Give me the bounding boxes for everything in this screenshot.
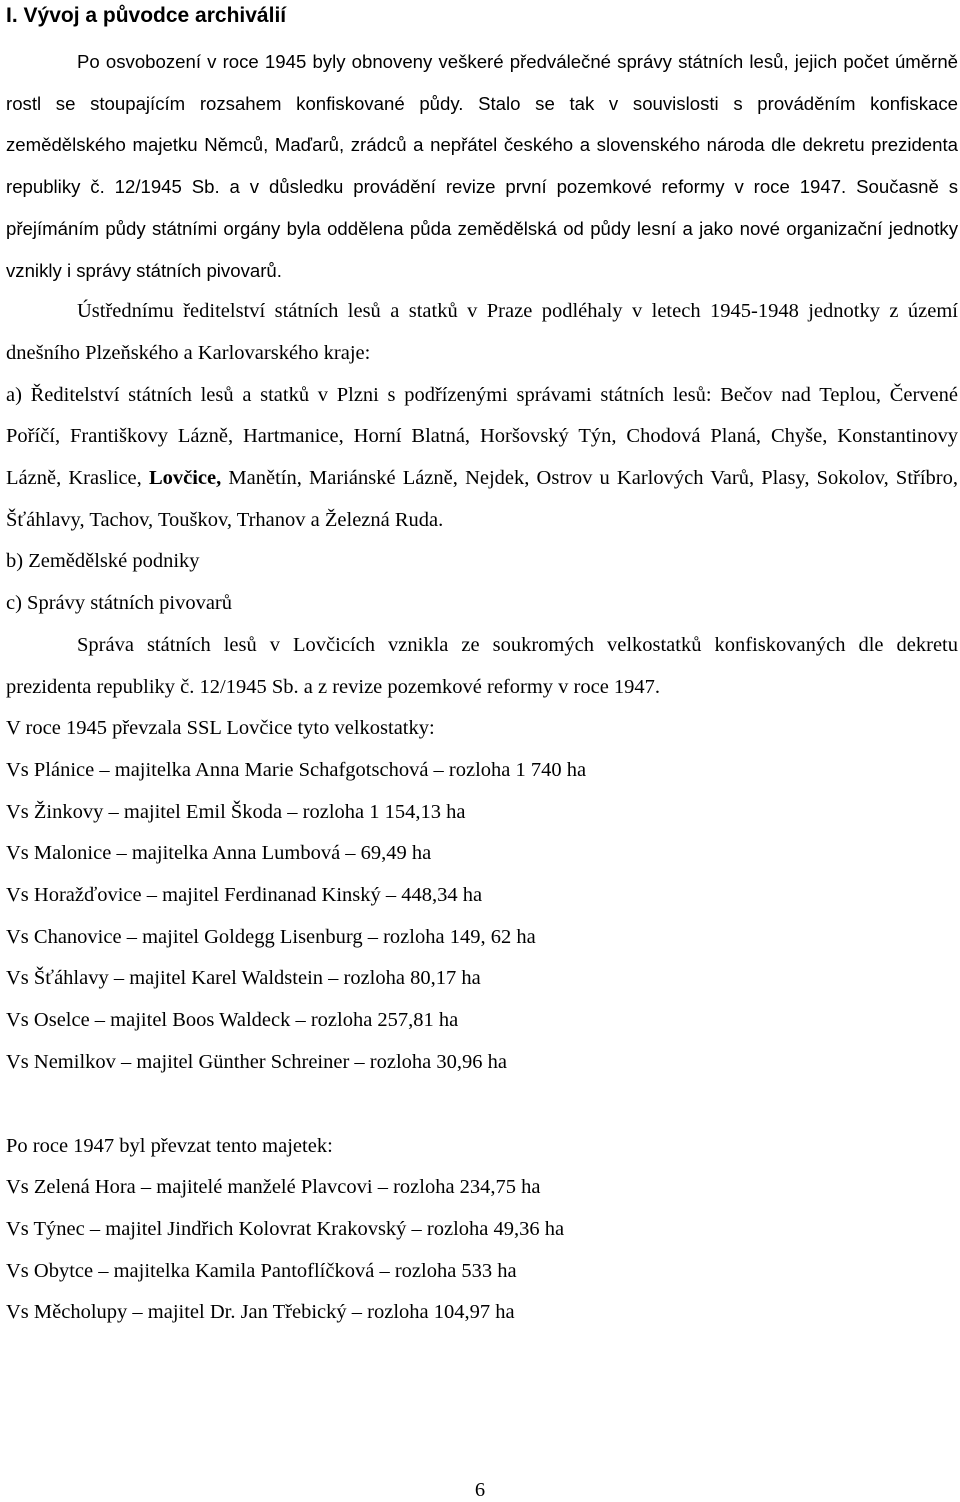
list-item: Vs Oselce – majitel Boos Waldeck – rozloha 257,81 ha — [6, 1009, 459, 1032]
list-item: Vs Měcholupy – majitel Dr. Jan Třebický – rozloha 104,97 ha — [6, 1301, 515, 1324]
list-item: Vs Žinkovy – majitel Emil Škoda – rozloha 1 154,13 ha — [6, 800, 466, 823]
list-item: Vs Chanovice – majitel Goldegg Lisenburg – rozloha 149, 62 ha — [6, 925, 536, 948]
paragraph-directorate: Ústřednímu ředitelství státních lesů a statků v Praze podléhaly v letech 1945-1948 jednotky z území dnešního Plzeňského a Karlovarského kraje: — [6, 300, 958, 364]
item-b: b) Zemědělské podniky — [6, 550, 200, 573]
list-item: Vs Malonice – majitelka Anna Lumbová – 69,49 ha — [6, 842, 432, 865]
list1-intro: V roce 1945 převzala SSL Lovčice tyto velkostatky: — [6, 717, 435, 740]
list-item: Vs Obytce – majitelka Kamila Pantoflíčková – rozloha 533 ha — [6, 1259, 517, 1282]
estates-list-1945 — [6, 750, 958, 1084]
page-number: 6 — [474, 1479, 486, 1501]
list-item: Vs Nemilkov – majitel Günther Schreiner – rozloha 30,96 ha — [6, 1050, 507, 1073]
list2-intro: Po roce 1947 byl převzat tento majetek: — [6, 1134, 333, 1157]
document-page — [6, 0, 958, 1334]
item-a-text-after: Manětín, Mariánské Lázně, Nejdek, Ostrov u Karlových Varů, Plasy, Sokolov, Stříbro, Šťáhlavy, Tachov, Touškov, Trhanov a Železná Ruda. — [6, 467, 958, 531]
item-c: c) Správy státních pivovarů — [6, 592, 233, 615]
item-a-text-before: a) Ředitelství státních lesů a statků v Plzni s podřízenými správami státních lesů: Bečov nad Teplou, Červené Poříčí, Františkovy Lázně, Hartmanice, Horní Blatná, Horšovský Týn, Chodová Planá, Chyše, Konstantinovy Lázně, Kraslice, — [6, 383, 958, 490]
list-item: Vs Zelená Hora – majitelé manželé Plavcovi – rozloha 234,75 ha — [6, 1176, 541, 1199]
item-a-bold-lovcice: Lovčice, — [148, 467, 222, 490]
list-item: Vs Týnec – majitel Jindřich Kolovrat Krakovský – rozloha 49,36 ha — [6, 1217, 565, 1240]
section-heading: I. Vývoj a původce archiválií — [6, 4, 287, 27]
spacer — [6, 1084, 958, 1126]
list-item: Vs Horažďovice – majitel Ferdinanad Kinský – 448,34 ha — [6, 884, 483, 907]
list-item: Vs Plánice – majitelka Anna Marie Schafgotschová – rozloha 1 740 ha — [6, 758, 587, 781]
paragraph-lovcice: Správa státních lesů v Lovčicích vznikla ze soukromých velkostatků konfiskovaných dle dekretu prezidenta republiky č. 12/1945 Sb. a z revize pozemkové reformy v roce 1947. — [6, 633, 958, 698]
list-item: Vs Šťáhlavy – majitel Karel Waldstein – rozloha 80,17 ha — [6, 967, 481, 990]
paragraph-intro: Po osvobození v roce 1945 byly obnoveny veškeré předválečné správy státních lesů, jejich počet úměrně rostl se stoupajícím rozsahem konfiskované půdy. Stalo se tak v souvislosti s prováděním konfiskace zemědělského majetku Němců, Maďarů, zrádců a nepřátel českého a slovenského národa dle dekretu prezidenta republiky č. 12/1945 Sb. a v důsledku provádění revize první pozemkové reformy v roce 1947. Současně s přejímáním půdy státními orgány byla oddělena půda zemědělská od půdy lesní a jako nové organizační jednotky vznikly i správy státních pivovarů. — [6, 51, 958, 281]
estates-list-after-1947 — [6, 1167, 958, 1334]
item-a-paragraph — [6, 375, 958, 542]
